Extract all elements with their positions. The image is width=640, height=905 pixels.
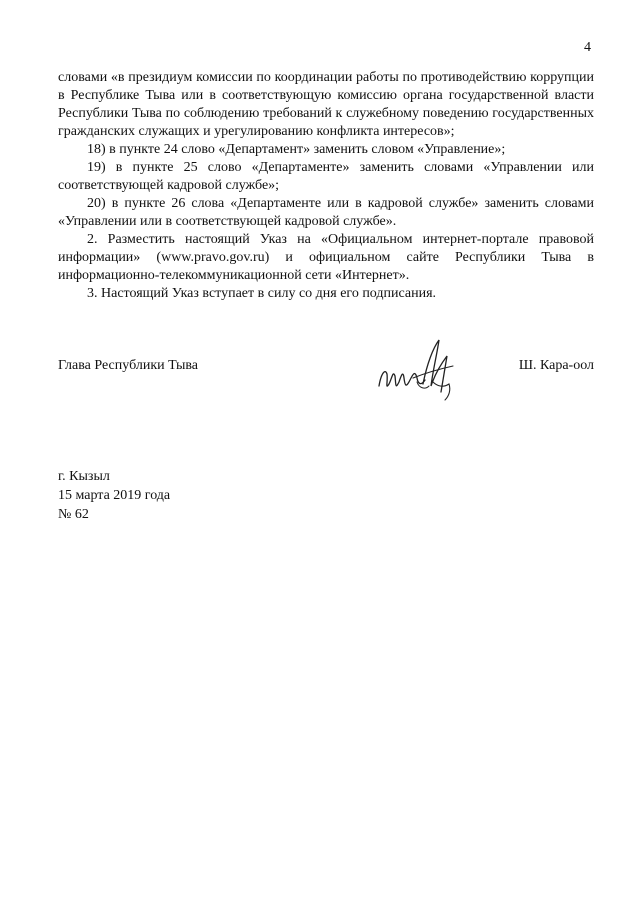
handwritten-signature-icon [373, 334, 459, 404]
paragraph-effective: 3. Настоящий Указ вступает в силу со дня его подписания. [87, 286, 437, 301]
document-date: 15 марта 2019 года [58, 488, 171, 503]
page-number: 4 [584, 40, 591, 55]
paragraph-continuation: словами «в президиум комиссии по координации работы по противодействию коррупции в Республике Тыва или в соответствующую комиссию органа государственной власти Республики Тыва по соблюдению требований к служебному поведению государственных гражданских служащих и урегулированию конфликта интересов»; [58, 70, 594, 139]
signatory-name: Ш. Кара-оол [518, 358, 594, 373]
document-body [58, 69, 594, 303]
document-number: № 62 [58, 507, 89, 522]
signature-block [58, 358, 594, 418]
signatory-position: Глава Республики Тыва [58, 358, 199, 373]
paragraph-item-19: 19) в пункте 25 слово «Департаменте» заменить словами «Управлении или соответствующей кадровой службе»; [58, 160, 594, 193]
paragraph-item-18: 18) в пункте 24 слово «Департамент» заменить словом «Управление»; [87, 142, 506, 157]
place: г. Кызыл [58, 469, 110, 484]
paragraph-publish: 2. Разместить настоящий Указ на «Официальном интернет-портале правовой информации» (www.pravo.gov.ru) и официальном сайте Республики Тыва в информационно-телекоммуникационной сети «Интернет». [58, 232, 594, 283]
place-date-block [58, 467, 170, 524]
paragraph-item-20: 20) в пункте 26 слова «Департаменте или в кадровой службе» заменить словами «Управлении или в соответствующей кадровой службе». [58, 196, 594, 229]
